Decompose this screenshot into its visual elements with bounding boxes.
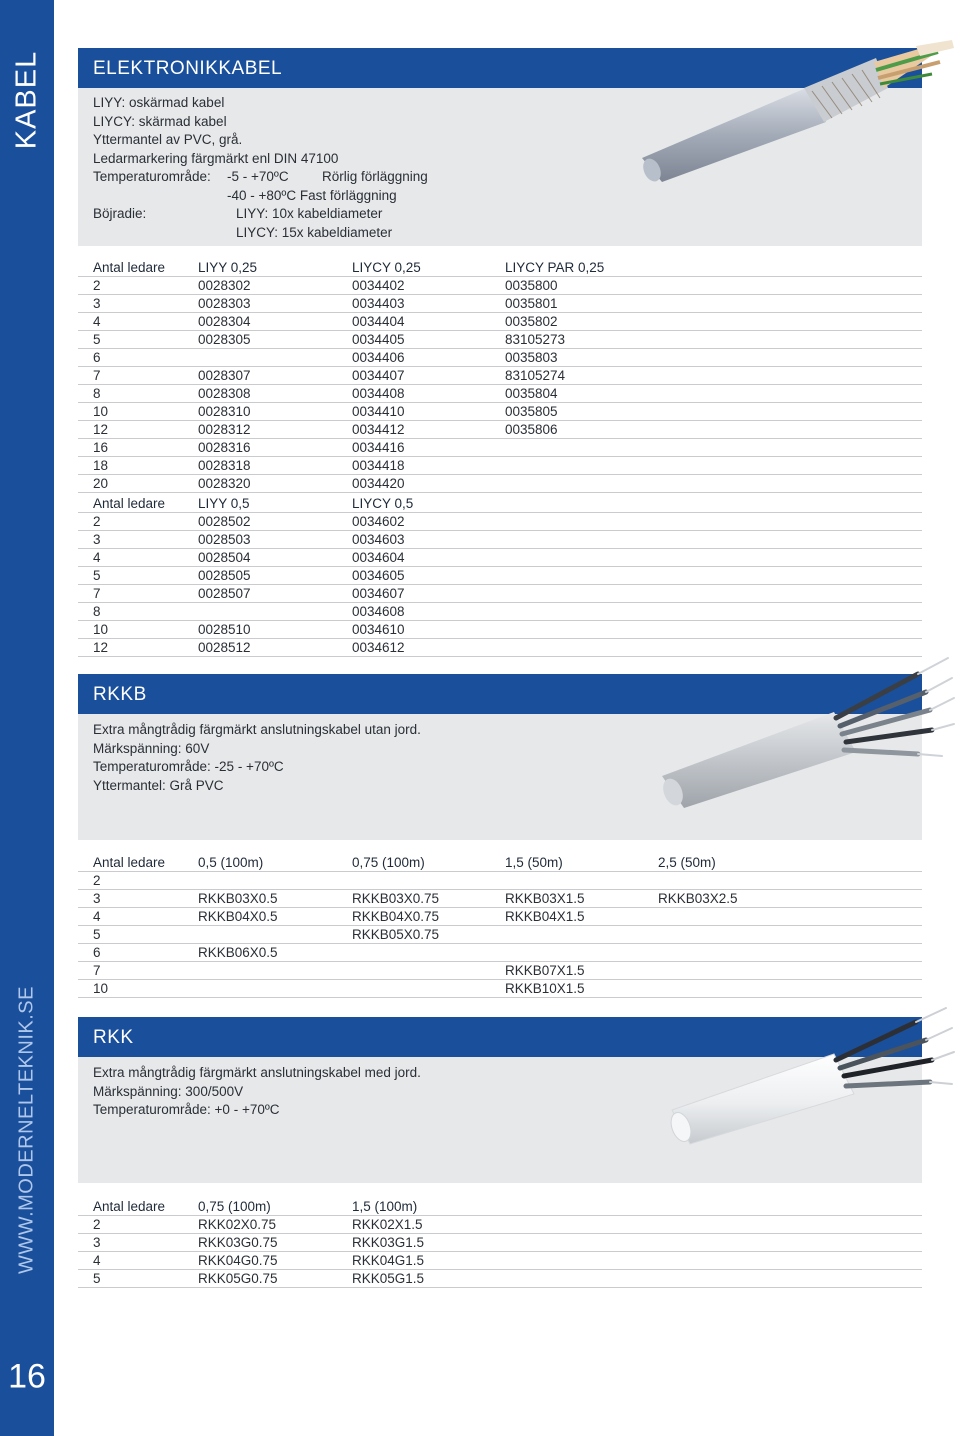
table-row	[78, 567, 922, 585]
cell-article-number: 0035806	[505, 422, 558, 437]
cell-antal-ledare: 4	[93, 314, 101, 329]
cell-article-number: 0034405	[352, 332, 405, 347]
cell-article-number: RKK04G0.75	[198, 1253, 278, 1268]
cell-antal-ledare: 2	[93, 278, 101, 293]
cell-antal-ledare: 5	[93, 927, 101, 942]
cell-antal-ledare: 5	[93, 1271, 101, 1286]
section-title-rkk: RKK	[78, 1017, 922, 1057]
table-row	[78, 313, 922, 331]
cell-article-number: 0028507	[198, 586, 251, 601]
table-row	[78, 872, 922, 890]
cell-article-number: RKK03G1.5	[352, 1235, 425, 1250]
cell-article-number: 0035802	[505, 314, 558, 329]
grey-multicore-cable-icon	[656, 652, 956, 812]
cell-antal-ledare: 2	[93, 1217, 101, 1232]
table-header-row	[78, 259, 922, 277]
cell-article-number: RKK03G0.75	[198, 1235, 278, 1250]
table-row	[78, 277, 922, 295]
cell-antal-ledare: 16	[93, 440, 109, 455]
table-header-row	[78, 1198, 922, 1216]
desc-line: Ledarmarkering färgmärkt enl DIN 47100	[93, 150, 339, 166]
cell-article-number: RKK02X0.75	[198, 1217, 277, 1232]
cell-article-number: 0034610	[352, 622, 405, 637]
header-col-1: 0,5 (100m)	[198, 855, 264, 870]
cell-antal-ledare: 12	[93, 422, 109, 437]
cell-article-number: 0035805	[505, 404, 558, 419]
cell-article-number: RKK04G1.5	[352, 1253, 425, 1268]
desc-line: Yttermantel av PVC, grå.	[93, 132, 243, 147]
elektronik-specs	[93, 168, 593, 242]
cell-article-number: RKKB03X2.5	[658, 891, 738, 906]
cell-article-number: 0034603	[352, 532, 405, 547]
cell-article-number: 0028307	[198, 368, 251, 383]
section-title-rkkb: RKKB	[78, 674, 922, 714]
rkkb-description	[93, 721, 421, 795]
cell-article-number: 0034408	[352, 386, 405, 401]
elektronik-description	[93, 94, 338, 168]
cell-article-number: 0034403	[352, 296, 405, 311]
table-row	[78, 549, 922, 567]
cell-article-number: 0034607	[352, 586, 405, 601]
header-col-1: LIYY 0,5	[198, 496, 250, 511]
cell-antal-ledare: 3	[93, 532, 101, 547]
cell-article-number: 0034608	[352, 604, 405, 619]
table-row	[78, 403, 922, 421]
cell-article-number: 0028503	[198, 532, 251, 547]
table-row	[78, 349, 922, 367]
cell-article-number: 0034412	[352, 422, 405, 437]
cell-article-number: RKKB04X1.5	[505, 909, 585, 924]
cell-article-number: 0034604	[352, 550, 405, 565]
header-col-2: LIYCY 0,25	[352, 260, 421, 275]
header-antal: Antal ledare	[93, 1199, 166, 1214]
header-col-2: LIYCY 0,5	[352, 496, 414, 511]
desc-line: Extra mångtrådig färgmärkt anslutningskabel utan jord.	[93, 722, 421, 737]
desc-line: LIYY: oskärmad kabel	[93, 95, 225, 110]
cell-article-number: 0034418	[352, 458, 405, 473]
cell-antal-ledare: 6	[93, 350, 101, 365]
header-antal: Antal ledare	[93, 496, 166, 511]
cell-antal-ledare: 20	[93, 476, 109, 491]
bend-2: LIYCY: 15x kabeldiameter	[236, 224, 393, 240]
cell-article-number: 0034605	[352, 568, 405, 583]
table-row	[78, 1252, 922, 1270]
table-row	[78, 585, 922, 603]
cell-antal-ledare: 4	[93, 909, 101, 924]
cell-article-number: 0028316	[198, 440, 251, 455]
section-title-elektronik: ELEKTRONIKKABEL	[78, 48, 922, 88]
white-multicore-cable-icon	[664, 1000, 956, 1150]
temp-note-1: Rörlig förläggning	[322, 169, 428, 184]
desc-line: Extra mångtrådig färgmärkt anslutningskabel med jord.	[93, 1065, 421, 1080]
cell-article-number: 0028504	[198, 550, 251, 565]
cell-article-number: 0028312	[198, 422, 251, 437]
cell-article-number: 0035801	[505, 296, 558, 311]
cell-article-number: 0028502	[198, 514, 251, 529]
table-liyy-05	[78, 495, 922, 657]
cell-article-number: 0034406	[352, 350, 405, 365]
cell-article-number: RKK02X1.5	[352, 1217, 423, 1232]
cell-antal-ledare: 18	[93, 458, 109, 473]
table-row	[78, 603, 922, 621]
table-row	[78, 944, 922, 962]
cell-article-number: 0028320	[198, 476, 251, 491]
cell-article-number: 0034602	[352, 514, 405, 529]
table-header-row	[78, 495, 922, 513]
table-row	[78, 890, 922, 908]
cell-article-number: 0034416	[352, 440, 405, 455]
table-row	[78, 331, 922, 349]
rkk-description	[93, 1064, 421, 1120]
cell-antal-ledare: 8	[93, 386, 101, 401]
cell-article-number: RKKB06X0.5	[198, 945, 278, 960]
cell-antal-ledare: 2	[93, 514, 101, 529]
desc-line: Yttermantel: Grå PVC	[93, 777, 224, 793]
table-row	[78, 295, 922, 313]
table-row	[78, 1234, 922, 1252]
table-row	[78, 1216, 922, 1234]
cell-article-number: 0034404	[352, 314, 405, 329]
cell-antal-ledare: 7	[93, 368, 101, 383]
cell-article-number: 0028505	[198, 568, 251, 583]
cell-article-number: 0034612	[352, 640, 405, 655]
cell-article-number: RKK05G0.75	[198, 1271, 278, 1286]
table-row	[78, 439, 922, 457]
table-row	[78, 475, 922, 493]
cell-article-number: 83105273	[505, 332, 566, 347]
cell-article-number: 0035804	[505, 386, 558, 401]
cell-article-number: 0035800	[505, 278, 558, 293]
table-row	[78, 385, 922, 403]
cell-antal-ledare: 4	[93, 1253, 101, 1268]
shielded-cable-icon	[636, 36, 956, 186]
table-row	[78, 513, 922, 531]
cell-article-number: 0034407	[352, 368, 405, 383]
cell-article-number: 0035803	[505, 350, 558, 365]
desc-line: Märkspänning: 60V	[93, 740, 210, 756]
cell-article-number: 0034402	[352, 278, 405, 293]
cell-antal-ledare: 10	[93, 404, 109, 419]
page-number: 16	[8, 1357, 46, 1396]
cell-article-number: 0028305	[198, 332, 251, 347]
desc-line: LIYCY: skärmad kabel	[93, 113, 227, 129]
header-col-3: LIYCY PAR 0,25	[505, 260, 605, 275]
table-row	[78, 457, 922, 475]
category-label: KABEL	[10, 50, 43, 150]
cell-article-number: RKK05G1.5	[352, 1271, 425, 1286]
sidebar-strip	[0, 0, 54, 1436]
table-rkk	[78, 1198, 922, 1288]
cell-article-number: 0028308	[198, 386, 251, 401]
table-row	[78, 908, 922, 926]
cell-article-number: 0028512	[198, 640, 251, 655]
header-col-1: 0,75 (100m)	[198, 1199, 271, 1214]
cell-antal-ledare: 7	[93, 586, 101, 601]
cell-antal-ledare: 2	[93, 873, 101, 888]
cell-antal-ledare: 5	[93, 332, 101, 347]
header-col-1: LIYY 0,25	[198, 260, 258, 275]
cell-article-number: RKKB10X1.5	[505, 981, 585, 996]
cell-article-number: 0028318	[198, 458, 251, 473]
table-row	[78, 962, 922, 980]
cell-article-number: 83105274	[505, 368, 566, 383]
website-link[interactable]: WWW.MODERNELTEKNIK.SE	[15, 986, 38, 1274]
cell-article-number: RKKB04X0.75	[352, 909, 440, 924]
cell-antal-ledare: 10	[93, 622, 109, 637]
header-col-2: 0,75 (100m)	[352, 855, 425, 870]
cell-article-number: RKKB04X0.5	[198, 909, 278, 924]
header-antal: Antal ledare	[93, 260, 166, 275]
cell-antal-ledare: 4	[93, 550, 101, 565]
temp-label: Temperaturområde:	[93, 169, 211, 184]
cell-article-number: RKKB03X0.75	[352, 891, 440, 906]
table-row	[78, 367, 922, 385]
header-antal: Antal ledare	[93, 855, 166, 870]
header-col-3: 1,5 (50m)	[505, 855, 563, 870]
cell-antal-ledare: 3	[93, 891, 101, 906]
bend-label: Böjradie:	[93, 206, 147, 221]
table-row	[78, 531, 922, 549]
desc-line: Märkspänning: 300/500V	[93, 1083, 244, 1099]
cell-antal-ledare: 3	[93, 296, 101, 311]
cell-antal-ledare: 5	[93, 568, 101, 583]
table-rkkb	[78, 854, 922, 998]
cell-article-number: 0028302	[198, 278, 251, 293]
cell-article-number: RKKB03X0.5	[198, 891, 278, 906]
table-row	[78, 421, 922, 439]
cell-article-number: RKKB05X0.75	[352, 927, 440, 942]
cell-antal-ledare: 8	[93, 604, 101, 619]
cell-article-number: 0028304	[198, 314, 251, 329]
cell-antal-ledare: 3	[93, 1235, 101, 1250]
table-row	[78, 926, 922, 944]
table-row	[78, 621, 922, 639]
table-header-row	[78, 854, 922, 872]
desc-line: Temperaturområde: -25 - +70ºC	[93, 759, 284, 774]
header-col-2: 1,5 (100m)	[352, 1199, 418, 1214]
cell-article-number: 0028310	[198, 404, 251, 419]
cell-antal-ledare: 10	[93, 981, 109, 996]
cell-antal-ledare: 7	[93, 963, 101, 978]
table-row	[78, 980, 922, 998]
cell-article-number: 0028510	[198, 622, 251, 637]
table-row	[78, 1270, 922, 1288]
desc-line: Temperaturområde: +0 - +70ºC	[93, 1102, 280, 1117]
table-liyy-025	[78, 259, 922, 493]
cell-article-number: RKKB07X1.5	[505, 963, 585, 978]
cell-antal-ledare: 6	[93, 945, 101, 960]
temp-range-2: -40 - +80ºC Fast förläggning	[227, 187, 397, 203]
bend-1: LIYY: 10x kabeldiameter	[236, 206, 383, 221]
cell-article-number: 0028303	[198, 296, 251, 311]
cell-article-number: RKKB03X1.5	[505, 891, 585, 906]
cell-antal-ledare: 12	[93, 640, 109, 655]
cell-article-number: 0034420	[352, 476, 405, 491]
header-col-4: 2,5 (50m)	[658, 855, 716, 870]
temp-range-1: -5 - +70ºC	[227, 169, 289, 184]
cell-article-number: 0034410	[352, 404, 405, 419]
